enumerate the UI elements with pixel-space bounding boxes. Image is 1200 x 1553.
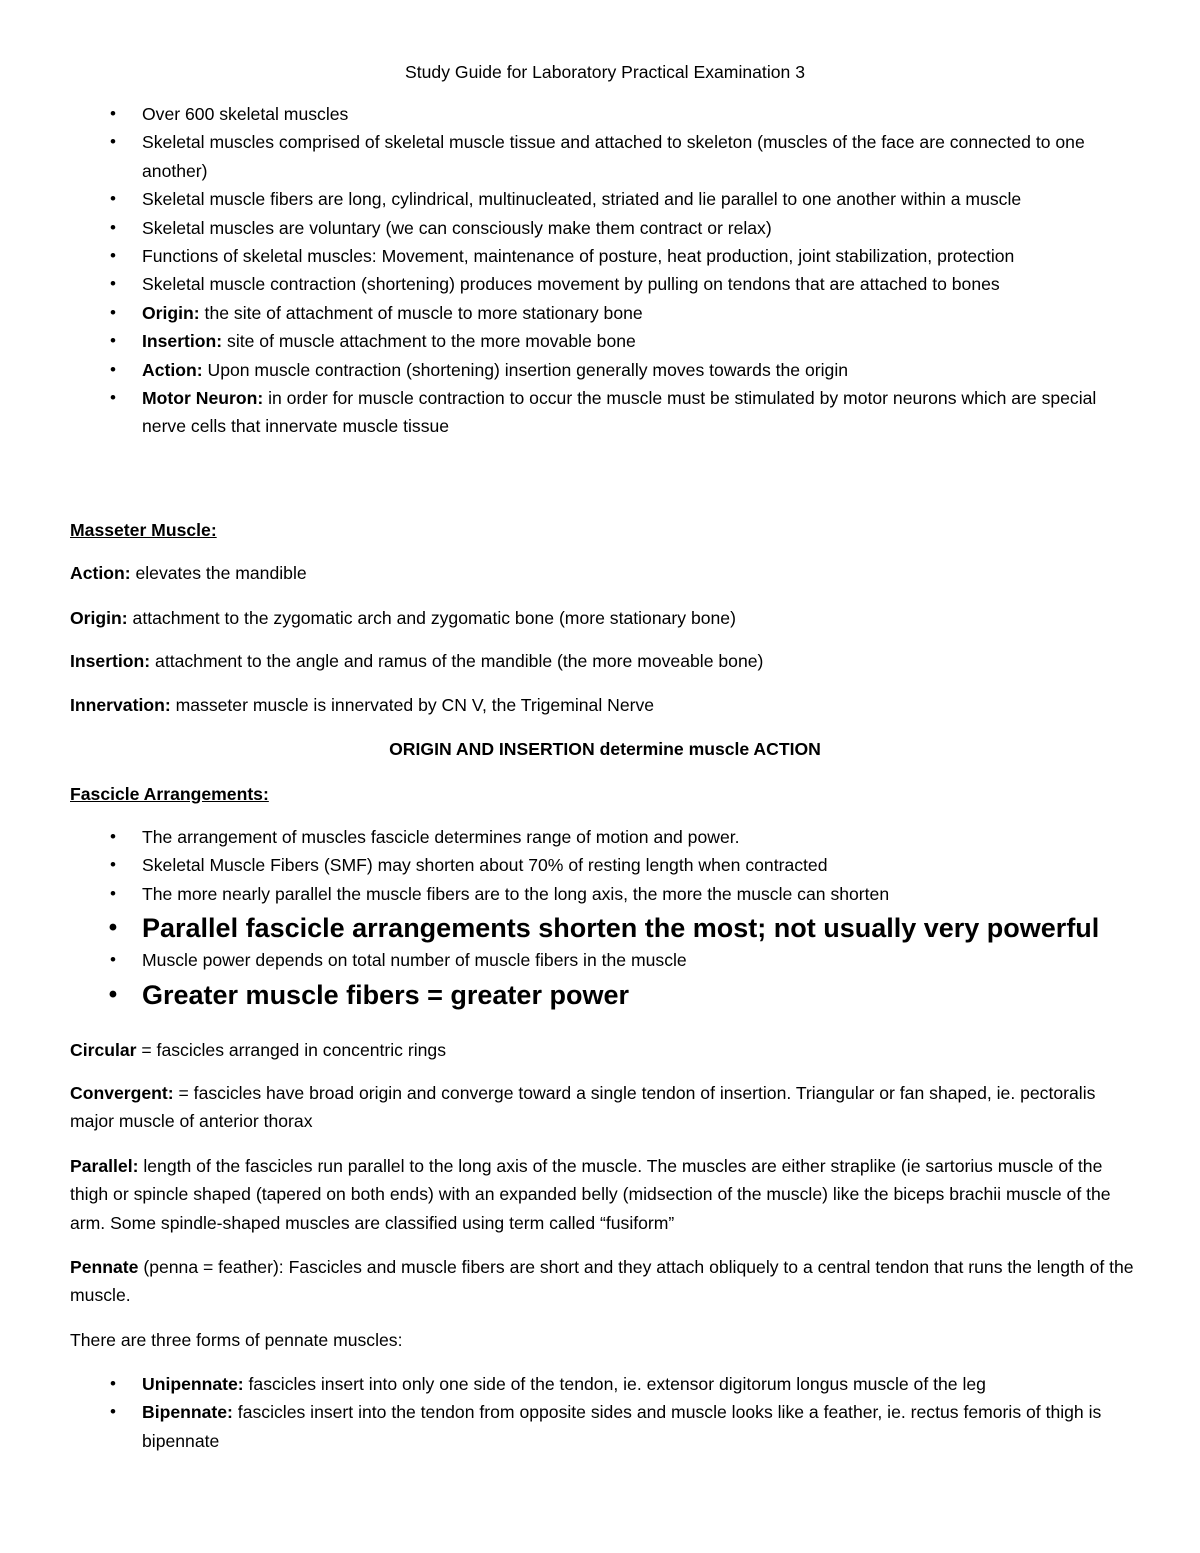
bullet-icon: • xyxy=(110,388,116,408)
bullet-icon: • xyxy=(110,217,116,237)
term-label: Origin: xyxy=(142,302,200,323)
list-item: • Origin: the site of attachment of muscle to more stationary bone xyxy=(70,299,1140,327)
bullet-icon: • xyxy=(108,980,118,1008)
list-item: • Action: Upon muscle contraction (shortening) insertion generally moves towards the origin xyxy=(70,356,1140,384)
list-item: • Greater muscle fibers = greater power xyxy=(70,977,1140,1013)
bullet-icon: • xyxy=(110,1402,116,1422)
bullet-icon: • xyxy=(110,189,116,209)
list-item: • Skeletal Muscle Fibers (SMF) may shorten about 70% of resting length when contracted xyxy=(70,851,1140,879)
type-circular: Circular = fascicles arranged in concentric rings xyxy=(70,1040,447,1060)
list-item: • Over 600 skeletal muscles xyxy=(70,100,1140,128)
fascicle-bullet-list xyxy=(70,823,1140,1013)
intro-bullet-list xyxy=(70,100,1140,441)
bullet-icon: • xyxy=(110,1374,116,1393)
masseter-origin: Origin: attachment to the zygomatic arch and zygomatic bone (more stationary bone) xyxy=(70,608,736,628)
list-item: • Parallel fascicle arrangements shorten the most; not usually very powerful xyxy=(70,910,1140,946)
type-parallel: Parallel: length of the fascicles run parallel to the long axis of the muscle. The muscles are either straplike (ie sartorius muscle of the thigh or spincle shaped (tapered on both ends) with an expanded belly (midsection of the muscle) like the biceps brachii muscle of the arm. Some spindle-shaped muscles are classified using term called “fusiform” xyxy=(70,1156,1111,1233)
center-note: ORIGIN AND INSERTION determine muscle ACTION xyxy=(389,739,821,759)
bullet-icon: • xyxy=(110,331,116,351)
list-item: • Skeletal muscle contraction (shortening) produces movement by pulling on tendons that are attached to bones xyxy=(70,270,1140,298)
fascicle-heading: Fascicle Arrangements: xyxy=(70,784,269,804)
list-item: • Skeletal muscles are voluntary (we can consciously make them contract or relax) xyxy=(70,214,1140,242)
bullet-icon: • xyxy=(110,274,116,294)
bullet-icon: • xyxy=(110,855,116,875)
term-label: Insertion: xyxy=(142,331,223,352)
list-item: • Functions of skeletal muscles: Movement, maintenance of posture, heat production, joint stabilization, protection xyxy=(70,242,1140,270)
term-label: Action: xyxy=(142,359,203,380)
page-title: Study Guide for Laboratory Practical Examination 3 xyxy=(405,62,805,82)
bullet-icon: • xyxy=(110,104,116,123)
list-item: • Unipennate: fascicles insert into only one side of the tendon, ie. extensor digitorum longus muscle of the leg xyxy=(70,1370,1140,1398)
list-item: • The arrangement of muscles fascicle determines range of motion and power. xyxy=(70,823,1140,851)
masseter-insertion: Insertion: attachment to the angle and ramus of the mandible (the more moveable bone) xyxy=(70,651,764,671)
bullet-icon: • xyxy=(110,246,116,266)
list-item: • Skeletal muscles comprised of skeletal muscle tissue and attached to skeleton (muscles of the face are connected to one another) xyxy=(70,128,1140,185)
bullet-icon: • xyxy=(110,302,116,322)
bullet-icon: • xyxy=(110,827,116,846)
type-convergent: Convergent: = fascicles have broad origin and converge toward a single tendon of insertion. Triangular or fan shaped, ie. pectoralis major muscle of anterior thorax xyxy=(70,1083,1096,1132)
masseter-action: Action: elevates the mandible xyxy=(70,563,307,583)
list-item: • Insertion: site of muscle attachment to the more movable bone xyxy=(70,327,1140,355)
list-item: • Skeletal muscle fibers are long, cylindrical, multinucleated, striated and lie parallel to one another within a muscle xyxy=(70,185,1140,213)
type-pennate: Pennate (penna = feather): Fascicles and muscle fibers are short and they attach obliquely to a central tendon that runs the length of the muscle. xyxy=(70,1257,1134,1306)
list-item: • Bipennate: fascicles insert into the tendon from opposite sides and muscle looks like a feather, ie. rectus femoris of thigh is bipennate xyxy=(70,1398,1140,1455)
list-item: • The more nearly parallel the muscle fibers are to the long axis, the more the muscle can shorten xyxy=(70,880,1140,908)
pennate-intro: There are three forms of pennate muscles: xyxy=(70,1330,403,1350)
pennate-bullet-list xyxy=(70,1370,1140,1455)
bullet-icon: • xyxy=(110,359,116,379)
term-label: Motor Neuron: xyxy=(142,388,264,409)
masseter-heading: Masseter Muscle: xyxy=(70,520,217,540)
bullet-icon: • xyxy=(110,883,116,903)
masseter-innervation: Innervation: masseter muscle is innervated by CN V, the Trigeminal Nerve xyxy=(70,695,655,715)
bullet-icon: • xyxy=(110,950,116,970)
list-item: • Muscle power depends on total number of muscle fibers in the muscle xyxy=(70,946,1140,974)
bullet-icon: • xyxy=(110,132,116,152)
list-item: • Motor Neuron: in order for muscle contraction to occur the muscle must be stimulated by motor neurons which are special nerve cells that innervate muscle tissue xyxy=(70,384,1140,441)
bullet-icon: • xyxy=(108,914,118,942)
